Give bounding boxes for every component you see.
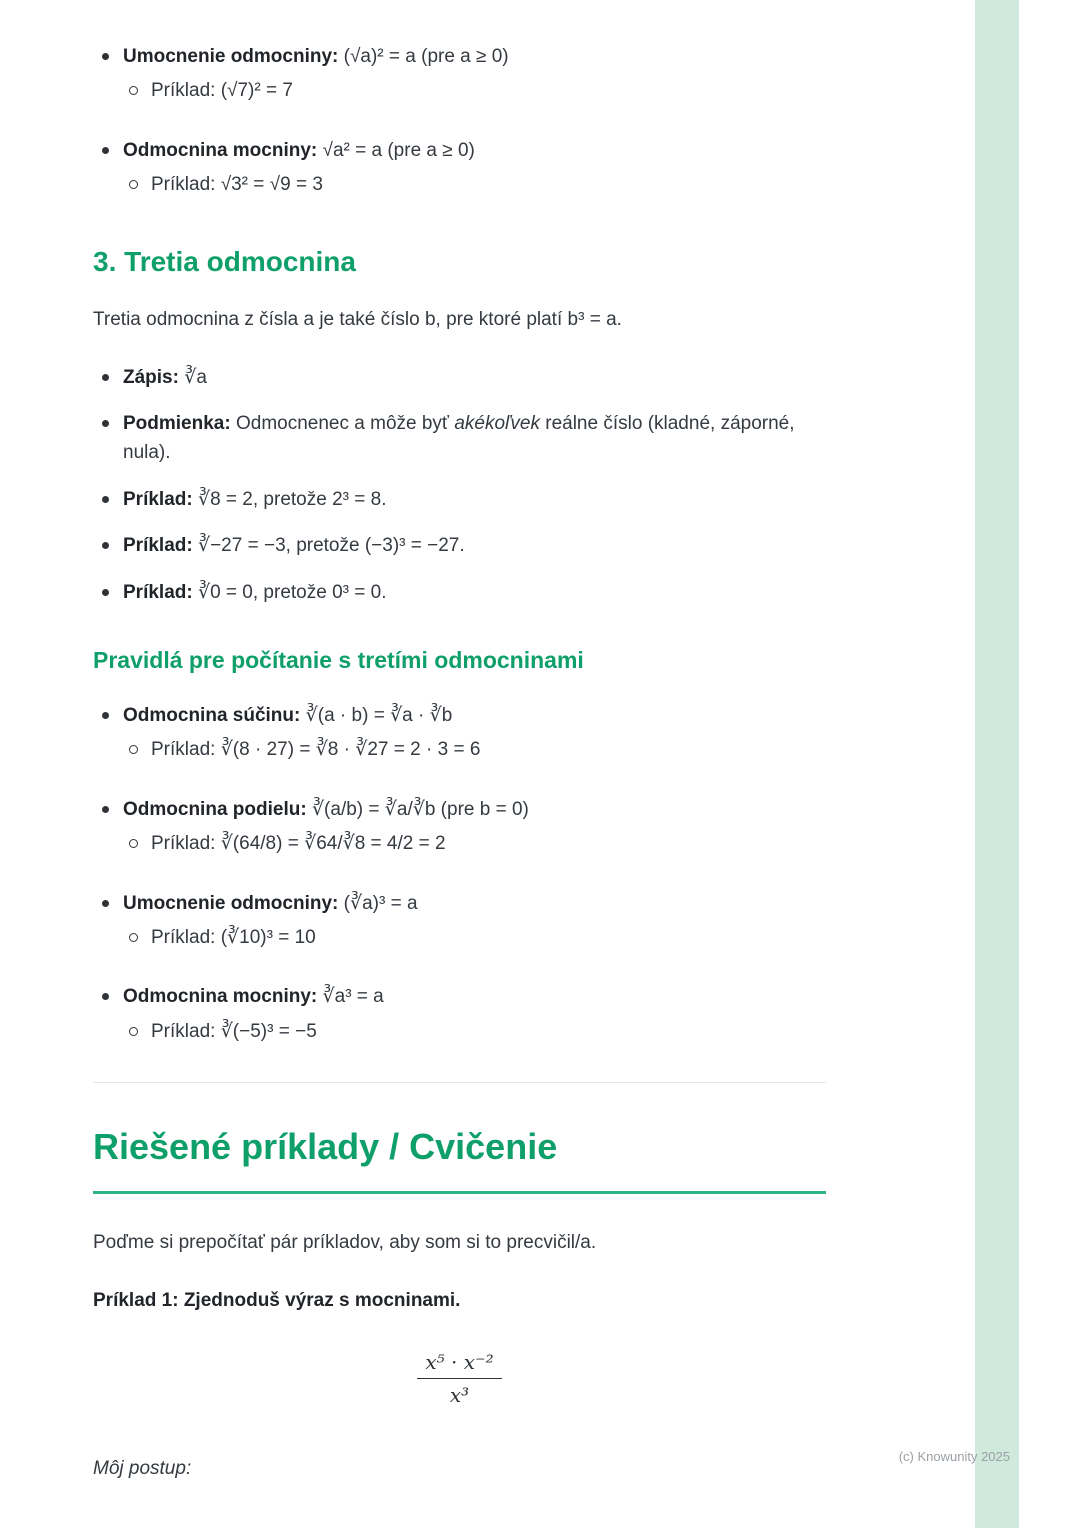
bullet-item [93,578,826,607]
example-item [123,735,826,764]
rule-formula: (∛a)³ = a [343,892,418,914]
exercise1-label: Príklad 1: Zjednoduš výraz s mocninami. [93,1289,461,1311]
example-text: Príklad: ∛(−5)³ = −5 [151,1020,317,1042]
rule-item [93,701,826,765]
rule-item [93,136,826,200]
rule-label: Odmocnina mocniny: [123,986,318,1008]
notes-content [93,42,826,1483]
rule-label: Odmocnina podielu: [123,798,307,820]
example-text: Príklad: ∛(64/8) = ∛64/∛8 = 4/2 = 2 [151,833,446,855]
footer-credit: (c) Knowunity 2025 [898,1449,1010,1464]
example-item [123,76,826,105]
title-underline [93,1191,826,1194]
rule-formula: ∛a³ = a [322,986,384,1008]
bullet-text: reálne číslo (kladné, záporné, nula). [123,413,795,464]
fraction-denominator: x³ [449,1383,470,1408]
example-item [123,1017,826,1046]
rule-formula: ∛(a/b) = ∛a/∛b (pre b = 0) [311,798,529,820]
rule-examples [123,1017,826,1046]
fraction-numerator: x⁵ · x⁻² [417,1349,501,1379]
right-accent-stripe [975,0,1019,1528]
rule-formula: ∛(a · b) = ∛a · ∛b [305,704,453,726]
rule-label: Umocnenie odmocniny: [123,46,339,67]
example-text: Príklad: √3² = √9 = 3 [151,174,323,196]
bullet-item [93,409,826,468]
rule-label: Umocnenie odmocniny: [123,892,339,914]
my-steps-label: Môj postup: [93,1458,192,1480]
example-item [123,829,826,858]
rule-formula: √a² = a (pre a ≥ 0) [322,139,475,161]
solved-intro: Poďme si prepočítať pár príkladov, aby som si to precvičil/a. [93,1232,597,1254]
rules-section-title: Pravidlá pre počítanie s tretími odmocninami [93,647,584,674]
cube-bullet-list [93,363,826,608]
bullet-label: Podmienka: [123,413,231,435]
rule-examples [123,76,826,105]
italic-word: akékoľvek [454,413,540,435]
rule-label: Odmocnina súčinu: [123,704,301,726]
bullet-text: ∛8 = 2, pretože 2³ = 8. [197,488,387,510]
rule-item [93,795,826,859]
bullet-text: ∛0 = 0, pretože 0³ = 0. [197,581,387,603]
rule-item [93,982,826,1046]
rule-examples [123,829,826,858]
rule-item [93,42,826,106]
power-rules-list [93,42,826,200]
bullet-label: Zápis: [123,366,179,388]
rule-item [93,889,826,953]
rule-examples [123,735,826,764]
rule-examples [123,923,826,952]
bullet-item [93,485,826,514]
bullet-label: Príklad: [123,488,193,510]
bullet-item [93,363,826,392]
exercise-fraction [417,1349,501,1408]
section-divider [93,1082,826,1083]
example-text: Príklad: (√7)² = 7 [151,80,293,102]
example-item [123,170,826,199]
bullet-text: ∛−27 = −3, pretože (−3)³ = −27. [197,535,465,557]
bullet-label: Príklad: [123,535,193,557]
rule-formula: (√a)² = a (pre a ≥ 0) [343,46,509,67]
rule-label: Odmocnina mocniny: [123,139,318,161]
cube-intro: Tretia odmocnina z čísla a je také číslo b, pre ktoré platí b³ = a. [93,309,622,331]
bullet-label: Príklad: [123,581,193,603]
cube-section-title: 3. Tretia odmocnina [93,245,356,277]
solved-section-title: Riešené príklady / Cvičenie [93,1126,558,1168]
bullet-item [93,531,826,560]
rule-examples [123,170,826,199]
bullet-text: Odmocnenec a môže byť [235,413,450,435]
cube-rules-list [93,701,826,1047]
example-text: Príklad: (∛10)³ = 10 [151,927,316,949]
example-text: Príklad: ∛(8 · 27) = ∛8 · ∛27 = 2 · 3 = 6 [151,739,481,761]
example-item [123,923,826,952]
bullet-text: ∛a [184,366,207,388]
